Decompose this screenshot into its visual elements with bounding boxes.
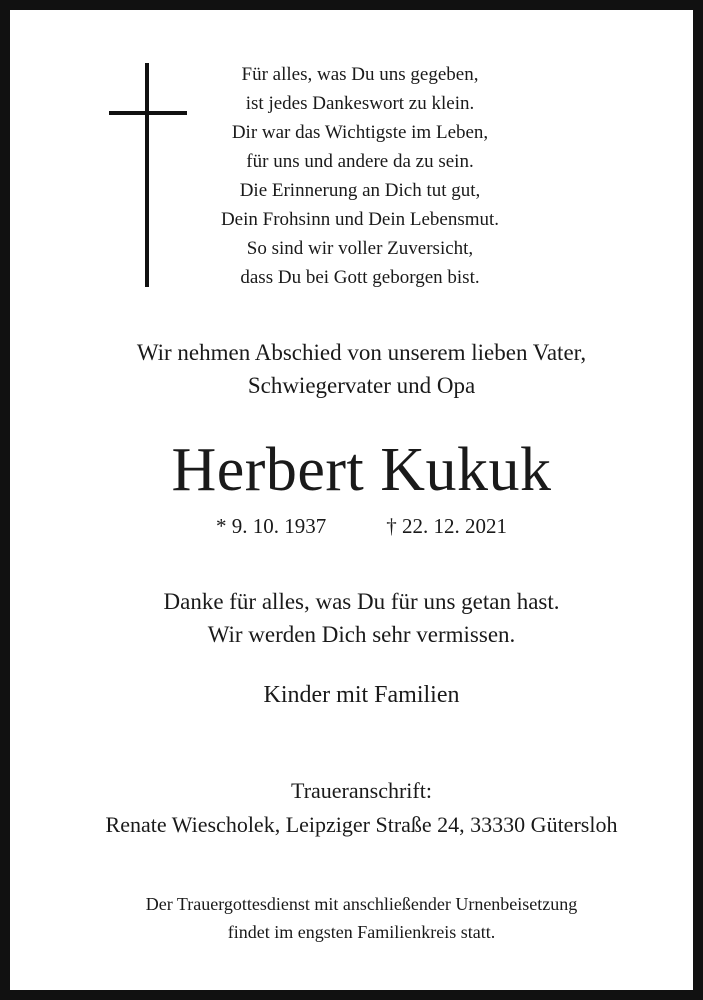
intro-line: Wir nehmen Abschied von unserem lieben Vater, (136, 340, 587, 365)
address-label: Traueranschrift: (291, 778, 432, 803)
mourning-address (20, 774, 703, 842)
service-note (20, 890, 703, 946)
poem-line: ist jedes Dankeswort zu klein. (245, 93, 475, 114)
cross-icon-vertical (145, 63, 149, 287)
poem-line: So sind wir voller Zuversicht, (246, 238, 474, 259)
service-line: Der Trauergottesdienst mit anschließender Urnenbeisetzung (145, 894, 578, 914)
poem-line: Dein Frohsinn und Dein Lebensmut. (220, 209, 500, 230)
poem-line: Für alles, was Du uns gegeben, (241, 64, 479, 85)
poem-line: für uns und andere da zu sein. (246, 151, 474, 172)
poem (210, 60, 510, 292)
poem-line: Die Erinnerung an Dich tut gut, (239, 180, 481, 201)
intro-line: Schwiegervater und Opa (247, 373, 476, 398)
deceased-name: Herbert Kukuk (171, 436, 552, 504)
poem-line: Dir war das Wichtigste im Leben, (231, 122, 489, 143)
thanks-line: Wir werden Dich sehr vermissen. (207, 622, 516, 647)
service-line: findet im engsten Familienkreis statt. (227, 922, 496, 942)
thanks-text (20, 585, 703, 651)
intro-text (20, 336, 703, 402)
life-dates (20, 512, 703, 540)
address-line: Renate Wiescholek, Leipziger Straße 24, 33330 Gütersloh (105, 812, 618, 837)
signers: Kinder mit Familien (263, 682, 460, 708)
cross-icon-horizontal (109, 111, 187, 115)
death-date: † 22. 12. 2021 (386, 514, 507, 538)
thanks-line: Danke für alles, was Du für uns getan hast. (163, 589, 560, 614)
birth-date: * 9. 10. 1937 (216, 514, 327, 538)
poem-line: dass Du bei Gott geborgen bist. (240, 267, 480, 288)
